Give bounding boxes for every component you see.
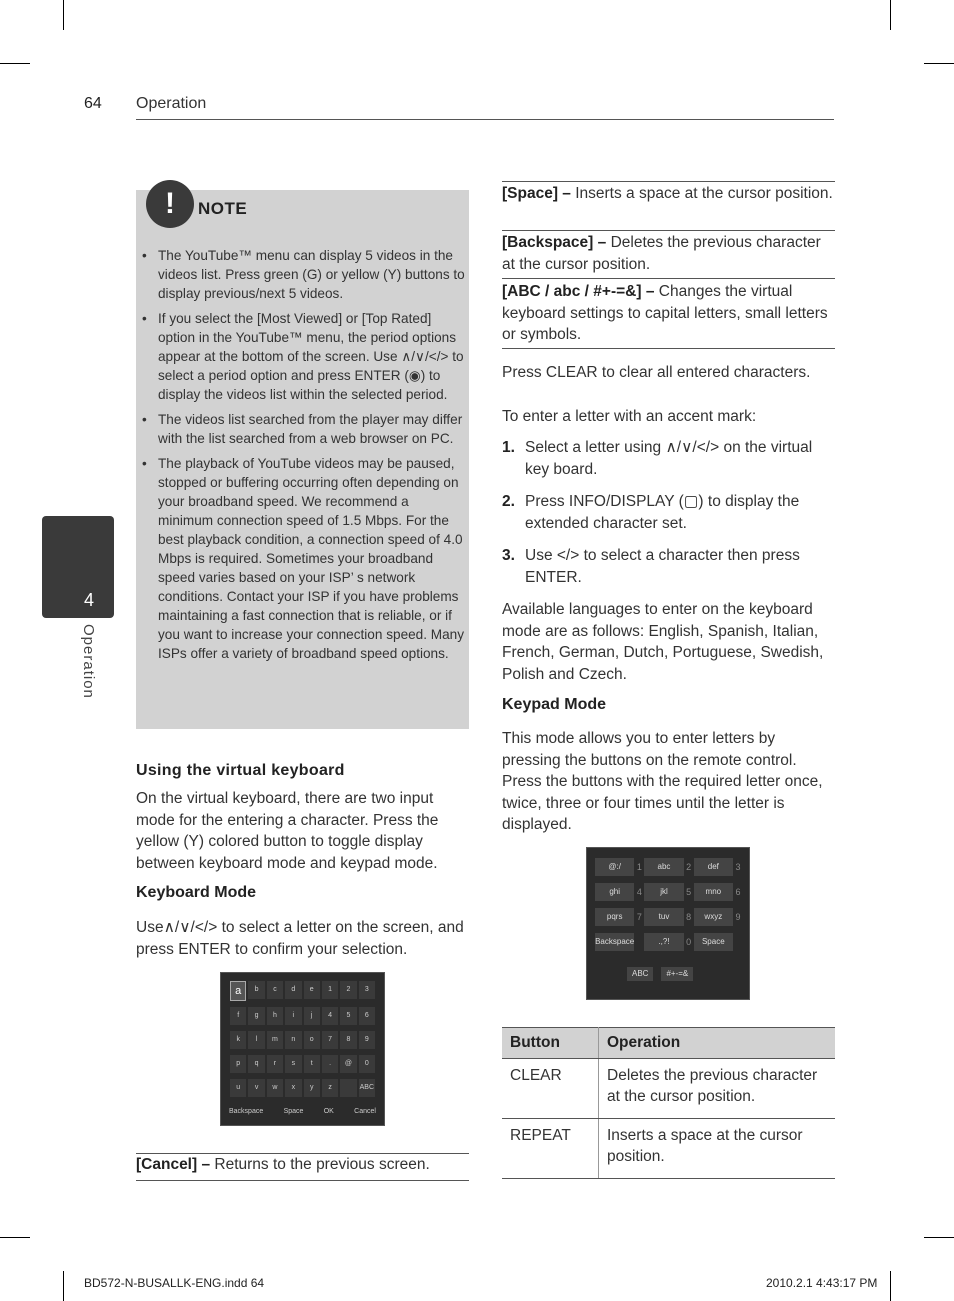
backspace-label: [Backspace] – — [502, 234, 607, 251]
table-row — [502, 1058, 835, 1118]
keyboard-key: @ — [340, 1055, 356, 1073]
keyboard-key: 2 — [340, 981, 356, 999]
divider — [502, 278, 835, 279]
space-label: [Space] – — [502, 185, 571, 202]
keypad-number: 7 — [636, 912, 642, 922]
footer-datetime: 2010.2.1 4:43:17 PM — [766, 1276, 878, 1290]
table-cell: CLEAR — [502, 1058, 599, 1118]
section-heading: Using the virtual keyboard — [136, 762, 345, 779]
step-number: 1. — [502, 439, 515, 456]
keypad-number: 0 — [686, 937, 692, 947]
step-text: Select a letter using ∧/∨/</> on the virtual key board. — [525, 439, 813, 478]
crop-mark — [0, 63, 30, 64]
step-item — [502, 491, 836, 534]
virtual-keyboard-screenshot — [220, 972, 385, 1126]
keypad-key: jkl — [644, 883, 683, 901]
keypad-key: pqrs — [595, 908, 634, 926]
keypad-number: 9 — [735, 912, 741, 922]
button-operation-table — [502, 1027, 835, 1179]
note-title: NOTE — [198, 199, 248, 218]
keyboard-key: t — [304, 1055, 320, 1073]
step-item — [502, 545, 836, 588]
step-text: Press INFO/DISPLAY (▢) to display the extended character set. — [525, 493, 800, 532]
crop-mark — [63, 1271, 64, 1301]
step-number: 3. — [502, 547, 515, 564]
backspace-entry — [502, 232, 835, 275]
keyboard-key: b — [248, 981, 264, 999]
exclamation-icon: ! — [146, 180, 194, 228]
keyboard-key: l — [248, 1031, 264, 1049]
keyboard-key: d — [285, 981, 301, 999]
note-item: • The YouTube™ menu can display 5 videos in the videos list. Press green (G) or yellow (Y) buttons to display previous/next 5 videos. — [142, 246, 466, 303]
keypad-key: Backspace — [595, 933, 634, 951]
keyboard-key: 1 — [322, 981, 338, 999]
keyboard-key: j — [304, 1007, 320, 1025]
languages-text: Available languages to enter on the keyboard mode are as follows: English, Spanish, Italian, French, German, Dutch, Portuguese, Swedish, Polish and Czech. — [502, 601, 824, 683]
keypad-key: @:/ — [595, 858, 634, 876]
page-section-title: Operation — [136, 95, 207, 112]
keypad-mode-key: ABC — [627, 967, 653, 981]
keyboard-key: r — [267, 1055, 283, 1073]
note-item: • If you select the [Most Viewed] or [Top Rated] option in the YouTube™ menu, the period options appear at the bottom of the screen. Use ∧/∨/</> to select a period option and press ENTER (◉) to display the videos list within the selected period. — [142, 309, 466, 404]
keyboard-key: s — [285, 1055, 301, 1073]
keypad-key: Space — [694, 933, 733, 951]
backspace-text: Deletes the previous character at the cursor position. — [502, 234, 821, 273]
keyboard-key: a — [230, 981, 246, 1001]
keypad-mode-heading: Keypad Mode — [502, 696, 607, 713]
keypad-number: 4 — [636, 887, 642, 897]
keypad-number: 1 — [636, 862, 642, 872]
keyboard-key: 4 — [322, 1007, 338, 1025]
keypad-number: 3 — [735, 862, 741, 872]
keyboard-key: 5 — [340, 1007, 356, 1025]
table-header: Operation — [599, 1028, 836, 1059]
chapter-tab — [42, 516, 114, 618]
keypad-key: ghi — [595, 883, 634, 901]
abc-label: [ABC / abc / #+-=&] – — [502, 283, 655, 300]
keyboard-function-key: Cancel — [354, 1108, 376, 1115]
keyboard-key: p — [230, 1055, 246, 1073]
divider — [502, 348, 835, 349]
step-number: 2. — [502, 493, 515, 510]
keyboard-key: 9 — [359, 1031, 375, 1049]
cancel-label: [Cancel] – — [136, 1156, 211, 1173]
accent-steps — [502, 437, 836, 599]
header-divider — [136, 119, 834, 120]
keyboard-key: x — [285, 1079, 301, 1097]
keyboard-key: n — [285, 1031, 301, 1049]
keyboard-key: m — [267, 1031, 283, 1049]
table-header: Button — [502, 1028, 599, 1059]
keyboard-key — [340, 1079, 356, 1097]
crop-mark — [924, 1237, 954, 1238]
keypad-mode-key: #+-=& — [661, 967, 693, 981]
table-cell: Inserts a space at the cursor position. — [599, 1118, 836, 1178]
space-entry — [502, 183, 835, 205]
accent-intro: To enter a letter with an accent mark: — [502, 408, 757, 425]
cancel-entry — [136, 1156, 430, 1174]
keyboard-function-key: OK — [323, 1108, 334, 1115]
cancel-text: Returns to the previous screen. — [210, 1156, 430, 1173]
step-item — [502, 437, 836, 480]
keypad-number: 2 — [686, 862, 692, 872]
keypad-key: tuv — [644, 908, 683, 926]
keyboard-key: w — [267, 1079, 283, 1097]
crop-mark — [890, 0, 891, 30]
keypad-number: 6 — [735, 887, 741, 897]
crop-mark — [63, 0, 64, 30]
keyboard-mode-text: Use∧/∨/</> to select a letter on the screen, and press ENTER to confirm your selection. — [136, 919, 464, 958]
keyboard-mode-heading: Keyboard Mode — [136, 884, 257, 901]
keyboard-key: g — [248, 1007, 264, 1025]
abc-entry — [502, 281, 835, 346]
keypad-key: mno — [694, 883, 733, 901]
keypad-key: def — [694, 858, 733, 876]
chapter-number: 4 — [84, 590, 95, 610]
crop-mark — [924, 63, 954, 64]
keyboard-key: 7 — [322, 1031, 338, 1049]
keyboard-key: k — [230, 1031, 246, 1049]
intro-paragraph: On the virtual keyboard, there are two input mode for the entering a character. Press the yellow (Y) colored button to toggle display between keyboard mode and keypad mode. — [136, 790, 439, 872]
crop-mark — [0, 1237, 30, 1238]
keyboard-key: ABC — [359, 1079, 375, 1097]
keyboard-key: i — [285, 1007, 301, 1025]
table-cell: Deletes the previous character at the cursor position. — [599, 1058, 836, 1118]
keypad-key: abc — [644, 858, 683, 876]
abc-text: Changes the virtual keyboard settings to capital letters, small letters or symbols. — [502, 283, 828, 343]
clear-text: Press CLEAR to clear all entered characters. — [502, 364, 811, 381]
note-item: • The videos list searched from the player may differ with the list searched from a web browser on PC. — [142, 410, 466, 448]
keyboard-key: . — [322, 1055, 338, 1073]
table-row — [502, 1118, 835, 1178]
keyboard-key: 3 — [359, 981, 375, 999]
keypad-number: 8 — [686, 912, 692, 922]
keyboard-function-key: Backspace — [229, 1108, 264, 1115]
keyboard-function-key: Space — [283, 1108, 304, 1115]
keyboard-key: v — [248, 1079, 264, 1097]
divider — [502, 230, 835, 231]
keyboard-key: c — [267, 981, 283, 999]
keypad-screenshot — [586, 847, 750, 1000]
keypad-mode-text: This mode allows you to enter letters by pressing the buttons on the remote control. Press the buttons with the required letter once, twice, three or four times until the letter is displayed. — [502, 730, 823, 833]
step-text: Use </> to select a character then press ENTER. — [525, 547, 800, 586]
footer-file: BD572-N-BUSALLK-ENG.indd 64 — [84, 1276, 265, 1290]
keyboard-key: 0 — [359, 1055, 375, 1073]
keyboard-key: e — [304, 981, 320, 999]
table-cell: REPEAT — [502, 1118, 599, 1178]
divider — [136, 1153, 469, 1154]
space-text: Inserts a space at the cursor position. — [570, 185, 833, 202]
divider — [502, 181, 835, 182]
crop-mark — [890, 1271, 891, 1301]
keyboard-key: z — [322, 1079, 338, 1097]
note-list — [142, 246, 466, 669]
keypad-key: .,?! — [644, 933, 683, 951]
page-number: 64 — [84, 95, 102, 112]
keyboard-key: o — [304, 1031, 320, 1049]
keypad-key: wxyz — [694, 908, 733, 926]
keyboard-key: y — [304, 1079, 320, 1097]
chapter-label: Operation — [80, 624, 97, 699]
note-item: • The playback of YouTube videos may be paused, stopped or buffering occurring often depending on your broadband speed. We recommend a minimum connection speed of 1.5 Mbps. For the best playback condition, a connection speed of 4.0 Mbps is required. Sometimes your broadband speed varies based on your ISP’ s network conditions. Contact your ISP if you have problems maintaining a fast connection that is reliable, or if you want to increase your connection speed. Many ISPs offer a variety of broadband speed options. — [142, 454, 466, 663]
keyboard-key: u — [230, 1079, 246, 1097]
keyboard-key: 6 — [359, 1007, 375, 1025]
keypad-number: 5 — [686, 887, 692, 897]
keyboard-key: q — [248, 1055, 264, 1073]
keyboard-key: 8 — [340, 1031, 356, 1049]
table-header-row — [502, 1028, 835, 1059]
divider — [136, 1180, 469, 1181]
keyboard-key: h — [267, 1007, 283, 1025]
keyboard-key: f — [230, 1007, 246, 1025]
